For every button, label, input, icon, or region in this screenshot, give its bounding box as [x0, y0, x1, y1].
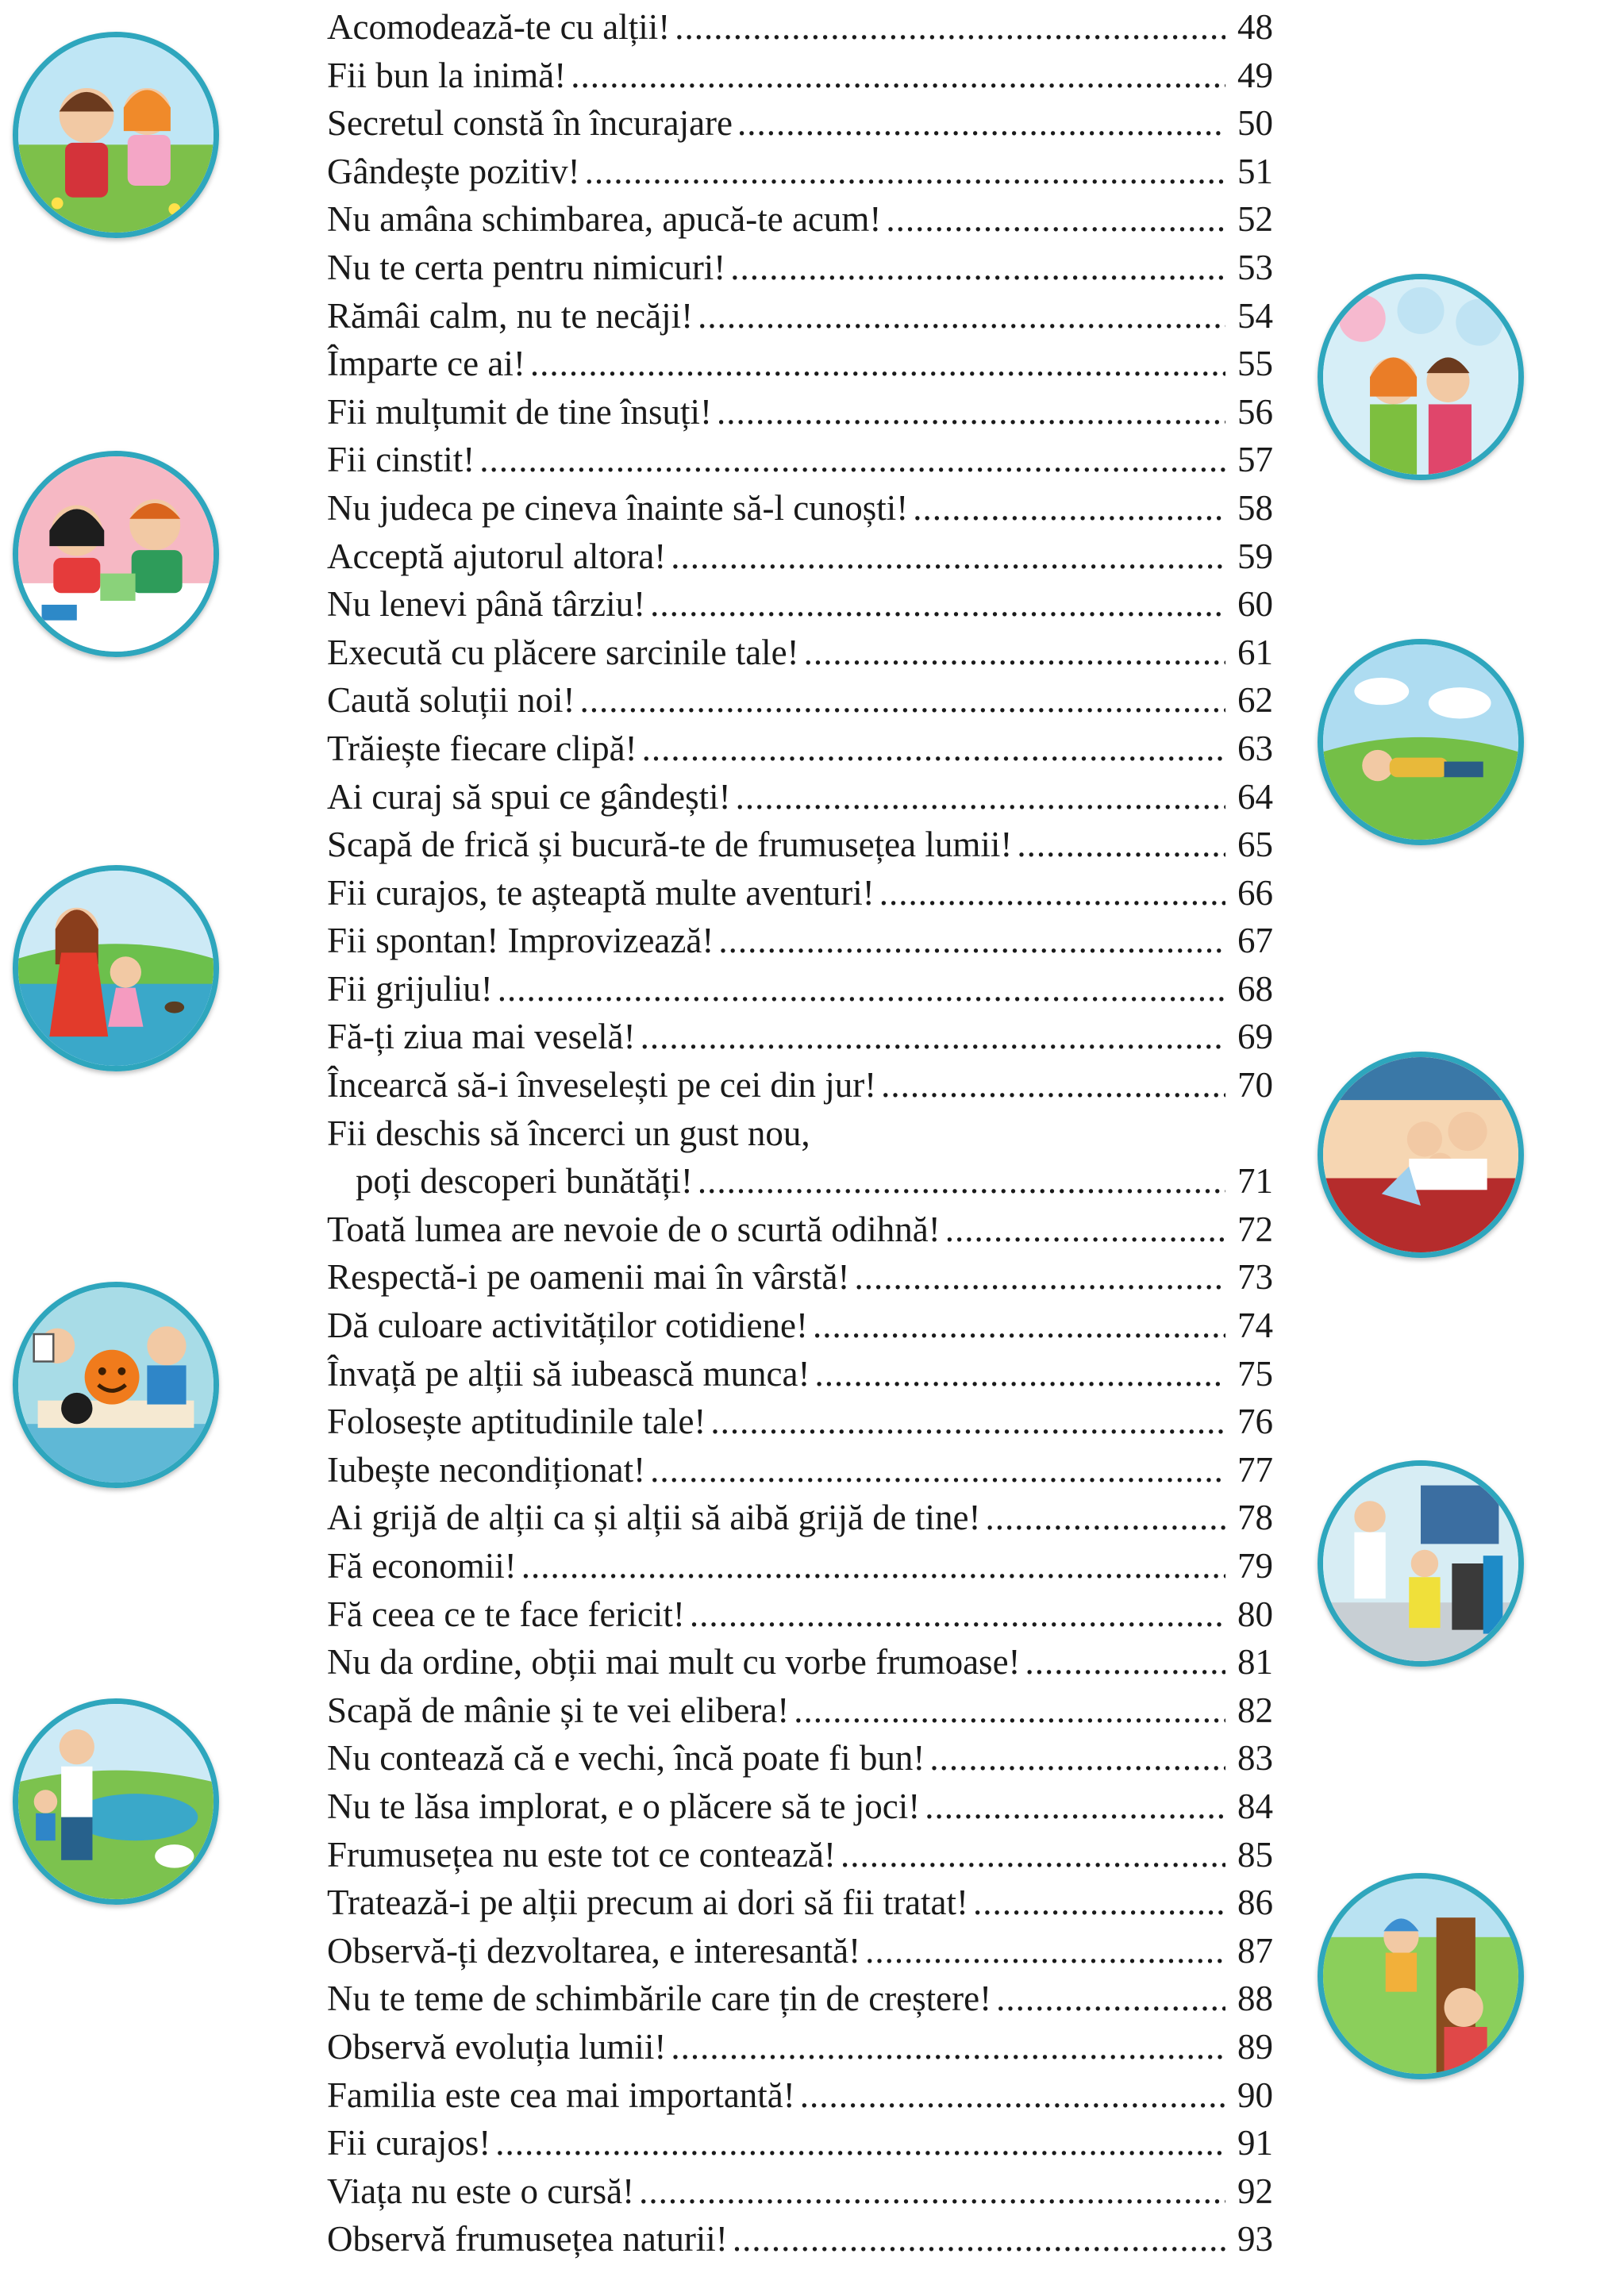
toc-entry-page: 63 [1237, 728, 1273, 768]
toc-entry-page: 92 [1237, 2171, 1273, 2211]
toc-entry-title: Învață pe alții să iubească munca! [327, 1353, 810, 1394]
toc-entry-title: Viața nu este o cursă! [327, 2171, 635, 2211]
dot-leader [1025, 1638, 1225, 1686]
toc-entry-page: 77 [1237, 1449, 1273, 1490]
toc-entry [327, 1350, 1273, 1398]
dot-leader [650, 580, 1225, 629]
dot-leader [698, 292, 1225, 340]
toc-entry [327, 917, 1273, 965]
dot-leader [710, 1398, 1225, 1446]
toc-entry [327, 1157, 1273, 1206]
toc-entry-page: 69 [1237, 1017, 1273, 1057]
toc-entry-title: Trăiește fiecare clipă! [327, 728, 637, 768]
toc-entry-title: Încearcă să-i înveselești pe cei din jur! [327, 1065, 877, 1106]
toc-entry-page: 76 [1237, 1402, 1273, 1442]
toc-entry [327, 1686, 1273, 1735]
toc-entry [327, 1831, 1273, 1879]
toc-entry-page: 55 [1237, 344, 1273, 384]
dot-leader [530, 340, 1225, 388]
toc-entry [327, 533, 1273, 581]
dot-leader [855, 1253, 1226, 1302]
toc-entry-page: 56 [1237, 391, 1273, 432]
toc-entry-page: 57 [1237, 440, 1273, 480]
toc-entry-page: 78 [1237, 1498, 1273, 1538]
toc-entry-title: Acceptă ajutorul altora! [327, 536, 667, 576]
dot-leader [571, 52, 1225, 100]
dot-leader [841, 1831, 1225, 1879]
dot-leader [925, 1783, 1225, 1831]
toc-entry [327, 1879, 1273, 1927]
toc-entry [327, 2215, 1273, 2263]
dot-leader [521, 1542, 1225, 1590]
toc-entry [327, 2119, 1273, 2167]
toc-entry [327, 1638, 1273, 1686]
toc-entry-title: Dă culoare activităților cotidiene! [327, 1306, 808, 1346]
toc-entry [327, 1253, 1273, 1302]
dot-leader [881, 1061, 1225, 1110]
toc-entry [327, 2023, 1273, 2071]
toc-entry-title: Nu te teme de schimbările care țin de creștere! [327, 1979, 992, 2019]
toc-entry [327, 2071, 1273, 2120]
dot-leader [650, 1446, 1225, 1494]
toc-entry-page: 52 [1237, 199, 1273, 240]
toc-entry-page: 90 [1237, 2075, 1273, 2115]
toc-entry [327, 676, 1273, 725]
toc-entry-title: Secretul constă în încurajare [327, 103, 733, 144]
dot-leader [642, 725, 1225, 773]
toc-entry [327, 580, 1273, 629]
toc-entry-title: Fă ceea ce te face fericit! [327, 1594, 685, 1634]
toc-entry-title: Toată lumea are nevoie de o scurtă odihnă! [327, 1209, 941, 1249]
toc-entry [327, 340, 1273, 388]
toc-entry-title: Frumusețea nu este tot ce contează! [327, 1834, 836, 1875]
toc-entry-title: Scapă de frică și bucură-te de frumusețea lumii! [327, 825, 1013, 865]
toc-entry-title: Fii grijuliu! [327, 968, 493, 1009]
mother-daughter-pond-illustration [13, 865, 219, 1071]
toc-entry-page: 67 [1237, 921, 1273, 961]
toc-entry [327, 869, 1273, 917]
toc-entry-page: 61 [1237, 632, 1273, 672]
toc-entry-page: 64 [1237, 776, 1273, 817]
toc-entry-title: Nu judeca pe cineva înainte să-l cunoști! [327, 487, 909, 528]
kids-thinking-illustration [1318, 274, 1524, 480]
dot-leader [913, 484, 1225, 533]
toc-entry [327, 773, 1273, 821]
dot-leader [929, 1734, 1225, 1783]
toc-entry-page: 48 [1237, 7, 1273, 47]
toc-entry [327, 1302, 1273, 1350]
toc-entry-title: Fii mulțumit de tine însuți! [327, 391, 713, 432]
toc-entry-title: Împarte ce ai! [327, 344, 525, 384]
toc-entry-title: Fii bun la inimă! [327, 55, 567, 95]
toc-entry [327, 1975, 1273, 2023]
toc-entry-title: Tratează-i pe alții precum ai dori să fii tratat! [327, 1883, 969, 1923]
toc-entry-page: 71 [1237, 1161, 1273, 1202]
dot-leader [973, 1879, 1225, 1927]
toc-entry-page: 79 [1237, 1546, 1273, 1586]
toc-entry-title: Iubește necondiționat! [327, 1449, 646, 1490]
kids-crafts-illustration [13, 451, 219, 657]
toc-entry-title-continued: poți descoperi bunătăți! [356, 1161, 693, 1202]
toc-entry [327, 436, 1273, 484]
dot-leader [865, 1927, 1225, 1975]
toc-entry [327, 244, 1273, 292]
toc-entry-page: 49 [1237, 55, 1273, 95]
dot-leader [479, 436, 1225, 484]
girls-flower-crown-illustration [13, 32, 219, 238]
dot-leader [886, 195, 1225, 244]
toc-entry-page: 87 [1237, 1930, 1273, 1971]
toc-entry-page: 70 [1237, 1065, 1273, 1106]
toc-entry-page: 81 [1237, 1642, 1273, 1683]
toc-entry [327, 1206, 1273, 1254]
toc-entry-title: Scapă de mânie și te vei elibera! [327, 1690, 790, 1730]
dot-leader [945, 1206, 1225, 1254]
dot-leader [879, 869, 1225, 917]
toc-entry [327, 1494, 1273, 1542]
toc-entry-title: Fii curajos, te așteaptă multe aventuri! [327, 872, 875, 913]
toc-entry-title: Observă frumusețea naturii! [327, 2219, 728, 2259]
table-of-contents [327, 3, 1273, 2263]
family-pumpkin-carving-illustration [13, 1282, 219, 1488]
toc-entry [327, 821, 1273, 869]
toc-entry-page: 54 [1237, 295, 1273, 336]
toc-entry-page: 85 [1237, 1834, 1273, 1875]
toc-entry-page: 68 [1237, 968, 1273, 1009]
toc-entry-title: Observă evoluția lumii! [327, 2026, 667, 2067]
toc-entry-page: 58 [1237, 487, 1273, 528]
toc-entry-title: Ai curaj să spui ce gândești! [327, 776, 731, 817]
toc-entry-title: Folosește aptitudinile tale! [327, 1402, 706, 1442]
toc-entry-title: Respectă-i pe oamenii mai în vârstă! [327, 1257, 850, 1298]
toc-entry-page: 80 [1237, 1594, 1273, 1634]
toc-entry [327, 1783, 1273, 1831]
toc-entry-page: 73 [1237, 1257, 1273, 1298]
dot-leader [641, 1013, 1225, 1061]
toc-entry-page: 72 [1237, 1209, 1273, 1249]
toc-entry-page: 51 [1237, 151, 1273, 191]
toc-entry-title: Nu amâna schimbarea, apucă-te acum! [327, 199, 882, 240]
toc-entry-title: Nu da ordine, obții mai mult cu vorbe frumoase! [327, 1642, 1021, 1683]
dot-leader [639, 2167, 1225, 2216]
family-resting-illustration [1318, 1052, 1524, 1258]
toc-entry-title: Nu te certa pentru nimicuri! [327, 247, 726, 287]
toc-entry-page: 84 [1237, 1786, 1273, 1826]
dot-leader [804, 629, 1225, 677]
toc-entry-page: 53 [1237, 247, 1273, 287]
toc-entry [327, 52, 1273, 100]
toc-entry [327, 1061, 1273, 1110]
toc-entry [327, 3, 1273, 52]
toc-entry [327, 725, 1273, 773]
dot-leader [730, 244, 1225, 292]
toc-entry [327, 1398, 1273, 1446]
dot-leader [794, 1686, 1225, 1735]
dot-leader [813, 1302, 1225, 1350]
toc-entry-page: 66 [1237, 872, 1273, 913]
toc-entry [327, 148, 1273, 196]
dot-leader [985, 1494, 1225, 1542]
toc-entry-page: 91 [1237, 2123, 1273, 2163]
toc-entry [327, 629, 1273, 677]
dot-leader [671, 533, 1225, 581]
boy-climbing-tree-illustration [1318, 1873, 1524, 2079]
toc-entry-page: 82 [1237, 1690, 1273, 1730]
dot-leader [675, 3, 1225, 52]
toc-entry-title: Execută cu plăcere sarcinile tale! [327, 632, 799, 672]
toc-entry [327, 1542, 1273, 1590]
dot-leader [671, 2023, 1225, 2071]
toc-entry-title: Fă-ți ziua mai veselă! [327, 1017, 636, 1057]
toc-entry [327, 1927, 1273, 1975]
toc-entry-page: 86 [1237, 1883, 1273, 1923]
toc-entry-page: 75 [1237, 1353, 1273, 1394]
toc-entry-page: 74 [1237, 1306, 1273, 1346]
toc-entry [327, 965, 1273, 1013]
toc-entry [327, 2167, 1273, 2216]
dot-leader [717, 388, 1225, 437]
toc-entry-title: Nu lenevi până târziu! [327, 584, 646, 625]
toc-entry [327, 195, 1273, 244]
toc-entry [327, 388, 1273, 437]
toc-entry-title: Ai grijă de alții ca și alții să aibă grijă de tine! [327, 1498, 981, 1538]
dot-leader [585, 148, 1225, 196]
toc-entry-title: Nu te lăsa implorat, e o plăcere să te joci! [327, 1786, 921, 1826]
toc-entry-title: Nu contează că e vechi, încă poate fi bun! [327, 1738, 925, 1779]
boy-cloud-watching-illustration [1318, 639, 1524, 845]
toc-entry [327, 99, 1273, 148]
dot-leader [736, 773, 1225, 821]
toc-entry [327, 1013, 1273, 1061]
toc-entry-line [327, 1110, 1273, 1158]
dot-leader [1017, 821, 1225, 869]
dot-leader [814, 1350, 1225, 1398]
toc-entry-page: 89 [1237, 2026, 1273, 2067]
toc-entry-page: 59 [1237, 536, 1273, 576]
toc-entry-page: 93 [1237, 2219, 1273, 2259]
dot-leader [690, 1590, 1225, 1639]
toc-entry-page: 65 [1237, 825, 1273, 865]
dot-leader [698, 1157, 1225, 1206]
toc-entry-title: Caută soluții noi! [327, 680, 575, 721]
toc-entry-page: 60 [1237, 584, 1273, 625]
toc-entry-title: Fii cinstit! [327, 440, 475, 480]
toc-entry-page: 50 [1237, 103, 1273, 144]
dot-leader [495, 2119, 1225, 2167]
toc-entry-title: Familia este cea mai importantă! [327, 2075, 795, 2115]
father-son-park-illustration [13, 1698, 219, 1905]
toc-entry-title: Rămâi calm, nu te necăji! [327, 295, 694, 336]
toc-entry-title: Fii spontan! Improvizează! [327, 921, 714, 961]
dot-leader [996, 1975, 1225, 2023]
toc-entry-page: 62 [1237, 680, 1273, 721]
dot-leader [737, 99, 1225, 148]
boy-trash-bin-illustration [1318, 1460, 1524, 1667]
toc-entry [327, 1446, 1273, 1494]
toc-entry-title: Fă economii! [327, 1546, 517, 1586]
toc-entry-page: 88 [1237, 1979, 1273, 2019]
toc-entry [327, 1590, 1273, 1639]
toc-entry [327, 484, 1273, 533]
dot-leader [579, 676, 1225, 725]
dot-leader [800, 2071, 1225, 2120]
toc-entry-title: Observă-ți dezvoltarea, e interesantă! [327, 1930, 861, 1971]
dot-leader [733, 2215, 1225, 2263]
toc-entry-title: Fii deschis să încerci un gust nou, [327, 1113, 810, 1153]
toc-entry-title: Fii curajos! [327, 2123, 491, 2163]
toc-entry [327, 292, 1273, 340]
toc-entry [327, 1734, 1273, 1783]
toc-entry-title: Gândește pozitiv! [327, 151, 580, 191]
dot-leader [718, 917, 1225, 965]
dot-leader [498, 965, 1225, 1013]
toc-entry-title: Acomodează-te cu alții! [327, 7, 671, 47]
toc-entry-page: 83 [1237, 1738, 1273, 1779]
